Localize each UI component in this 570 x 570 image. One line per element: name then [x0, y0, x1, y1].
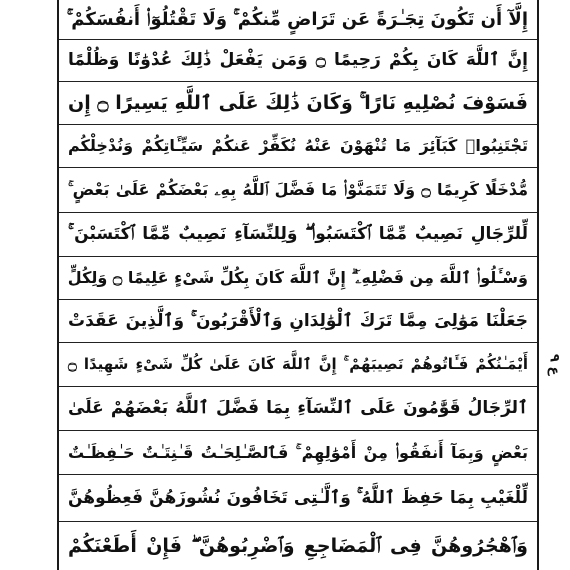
ruku-margin-mark: ع ٩	[546, 354, 562, 376]
line-text: وَٱهْجُرُوهُنَّ فِى ٱلْمَضَاجِعِ وَٱضْرِبُوهُنَّ ۖ فَإِنْ أَطَعْنَكُمْ	[68, 534, 528, 557]
text-line	[59, 522, 537, 570]
line-text: مُّدْخَلًا كَرِيمًا ۝ وَلَا تَتَمَنَّوْا۟ مَا فَضَّلَ ٱللَّهُ بِهِۦ بَعْضَكُمْ عَلَىٰ بَعْضٍ ۚ	[68, 180, 528, 199]
text-line	[59, 40, 537, 82]
text-line	[59, 213, 537, 257]
text-line	[59, 257, 537, 300]
line-text: أَيْمَـٰنُكُمْ فَـَٔاتُوهُمْ نَصِيبَهُمْ ۚ إِنَّ ٱللَّهَ كَانَ عَلَىٰ كُلِّ شَىْءٍ شَهِيدًا ۝	[68, 355, 528, 373]
text-line	[59, 343, 537, 387]
line-text: ٱلرِّجَالُ قَوَّٰمُونَ عَلَى ٱلنِّسَآءِ بِمَا فَضَّلَ ٱللَّهُ بَعْضَهُمْ عَلَىٰ	[68, 398, 528, 418]
text-line	[59, 387, 537, 431]
line-text: تَجْتَنِبُوا۟ كَبَآئِرَ مَا تُنْهَوْنَ عَنْهُ نُكَفِّرْ عَنكُمْ سَيِّـَٔاتِكُمْ وَنُدْخِلْكُم	[68, 136, 528, 155]
line-text: بَعْضٍ وَبِمَآ أَنفَقُوا۟ مِنْ أَمْوَٰلِهِمْ ۚ فَٱلصَّـٰلِحَـٰتُ قَـٰنِتَـٰتٌ حَـٰفِظَـٰتٌ	[68, 442, 528, 462]
line-text: لِّلْغَيْبِ بِمَا حَفِظَ ٱللَّهُ ۚ وَٱلَّـٰتِى تَخَافُونَ نُشُوزَهُنَّ فَعِظُوهُنَّ	[68, 487, 528, 508]
line-text: فَسَوْفَ نُصْلِيهِ نَارًا ۚ وَكَانَ ذَٰلِكَ عَلَى ٱللَّهِ يَسِيرًا ۝ إِن	[68, 91, 528, 114]
text-line	[59, 0, 537, 40]
text-line	[59, 82, 537, 125]
text-line	[59, 475, 537, 522]
text-frame	[57, 0, 539, 570]
text-line	[59, 300, 537, 343]
text-line	[59, 431, 537, 475]
line-text: وَسْـَٔلُوا۟ ٱللَّهَ مِن فَضْلِهِۦٓ ۗ إِنَّ ٱللَّهَ كَانَ بِكُلِّ شَىْءٍ عَلِيمًا ۝ وَلِكُلٍّ	[67, 268, 528, 287]
text-line	[59, 168, 537, 213]
line-text: لِّلرِّجَالِ نَصِيبٌ مِّمَّا ٱكْتَسَبُوا۟ ۖ وَلِلنِّسَآءِ نَصِيبٌ مِّمَّا ٱكْتَسَبْنَ ۚ	[68, 224, 528, 244]
text-line	[59, 125, 537, 168]
line-text: إِلَّآ أَن تَكُونَ تِجَـٰرَةً عَن تَرَاضٍ مِّنكُمْ ۚ وَلَا تَقْتُلُوٓا۟ أَنفُسَكُمْ ۚ	[66, 8, 528, 30]
line-text: جَعَلْنَا مَوَٰلِىَ مِمَّا تَرَكَ ٱلْوَٰلِدَانِ وَٱلْأَقْرَبُونَ ۚ وَٱلَّذِينَ عَقَدَتْ	[68, 310, 528, 331]
line-text: إِنَّ ٱللَّهَ كَانَ بِكُمْ رَحِيمًا ۝ وَمَن يَفْعَلْ ذَٰلِكَ عُدْوَٰنًا وَظُلْمًا	[68, 50, 528, 70]
